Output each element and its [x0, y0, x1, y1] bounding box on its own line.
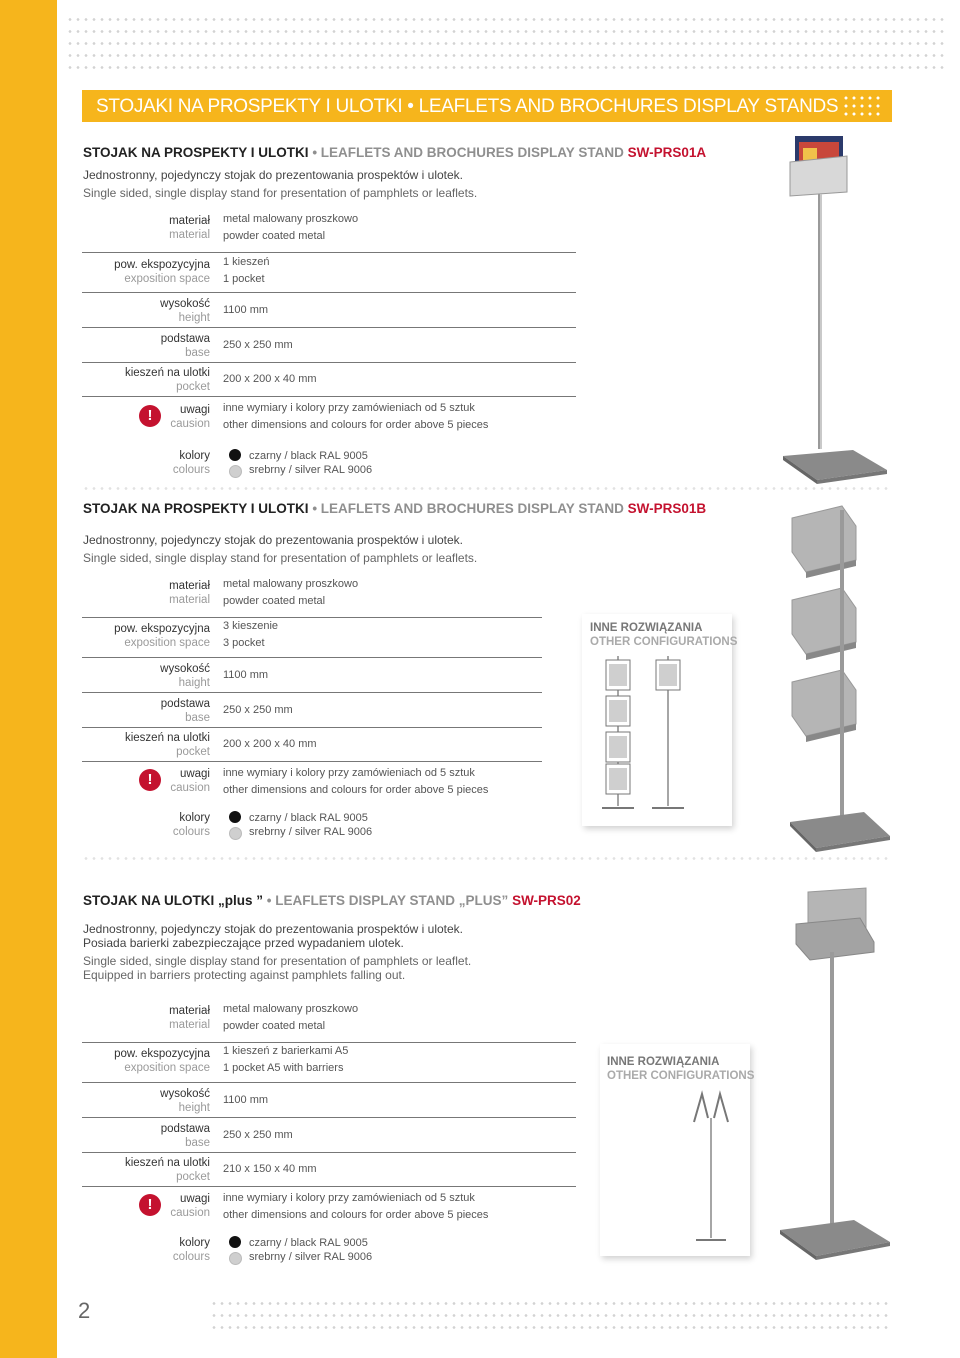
section2-title — [83, 501, 706, 516]
s1-label-pocket: kieszeń na ulotki pocket — [124, 367, 210, 393]
s1-label-height: wysokość height — [160, 298, 210, 324]
silver-swatch-icon — [229, 827, 242, 840]
banner-dots — [842, 94, 884, 118]
section1-desc-en: Single sided, single display stand for presentation of pamphlets or leaflets. — [83, 186, 478, 200]
top-dots-row-2 — [66, 30, 946, 33]
s2-label-exposition: pow. ekspozycyjna exposition space — [114, 623, 210, 649]
section2-title-pl: STOJAK NA PROSPEKTY I ULOTKI — [83, 501, 309, 516]
s3-value-height: 1100 mm — [223, 1094, 269, 1106]
section2-code: SW-PRS01B — [627, 501, 707, 516]
s2-separator — [82, 727, 542, 728]
s1-separator — [82, 327, 576, 328]
s2-label-material: materiał material — [169, 580, 210, 606]
section3-code: SW-PRS02 — [512, 893, 581, 908]
section3-desc-en2: Equipped in barriers protecting against pamphlets falling out. — [83, 968, 406, 982]
banner-title: STOJAKI NA PROSPEKTY I ULOTKI • LEAFLETS AND BROCHURES DISPLAY STANDS — [96, 96, 839, 117]
s3-value-pocket: 210 x 150 x 40 mm — [223, 1163, 317, 1175]
s3-separator — [82, 1152, 576, 1153]
section1-title-en: • LEAFLETS AND BROCHURES DISPLAY STAND — [312, 145, 624, 160]
s3-label-pocket: kieszeń na ulotki pocket — [124, 1157, 210, 1183]
s2-value-causion: inne wymiary i kolory przy zamówieniach od 5 sztuk other dimensions and colours for order above 5 pieces — [223, 767, 489, 796]
black-swatch-icon — [229, 1236, 241, 1248]
s2-label-pocket: kieszeń na ulotki pocket — [124, 732, 210, 758]
silver-swatch-icon — [229, 465, 242, 478]
s1-label-colours: kolory colours — [172, 450, 210, 476]
header-banner — [82, 90, 892, 122]
footer-dots-row-3 — [210, 1326, 890, 1329]
yellow-sidebar — [0, 0, 57, 1358]
s2-separator — [82, 617, 542, 618]
s3-value-base: 250 x 250 mm — [223, 1129, 293, 1141]
section3-desc-en1: Single sided, single display stand for presentation of pamphlets or leaflet. — [83, 954, 472, 968]
silver-swatch-icon — [229, 1252, 242, 1265]
s3-value-exposition: 1 kieszeń z barierkami A5 1 pocket A5 with barriers — [223, 1045, 349, 1074]
s1-separator — [82, 362, 576, 363]
s1-label-base: podstawa base — [160, 333, 210, 359]
s1-separator — [82, 292, 576, 293]
s2-label-height: wysokość haight — [160, 663, 210, 689]
s2-label-base: podstawa base — [160, 698, 210, 724]
s2-value-height: 1100 mm — [223, 669, 269, 681]
s2-other-configurations-drawing — [592, 656, 722, 816]
section3-title — [83, 893, 581, 908]
s1-color-black: czarny / black RAL 9005 — [249, 450, 368, 462]
s3-value-material: metal malowany proszkowo powder coated metal — [223, 1003, 359, 1032]
s2-separator — [82, 692, 542, 693]
section2-desc — [83, 533, 477, 565]
s1-value-exposition: 1 kieszeń 1 pocket — [223, 256, 270, 285]
section3-desc — [83, 922, 471, 982]
section1-code: SW-PRS01A — [627, 145, 707, 160]
s3-separator — [82, 1186, 576, 1187]
s1-value-material: metal malowany proszkowo powder coated metal — [223, 213, 359, 242]
s1-value-pocket: 200 x 200 x 40 mm — [223, 373, 317, 385]
s3-label-exposition: pow. ekspozycyjna exposition space — [114, 1048, 210, 1074]
s1-color-silver: srebrny / silver RAL 9006 — [249, 464, 373, 476]
section2-title-en: • LEAFLETS AND BROCHURES DISPLAY STAND — [312, 501, 624, 516]
s2-color-black: czarny / black RAL 9005 — [249, 812, 368, 824]
top-dots-row-1 — [66, 18, 946, 21]
s3-color-silver: srebrny / silver RAL 9006 — [249, 1251, 373, 1263]
warning-icon: ! — [139, 769, 161, 791]
s3-separator — [82, 1082, 576, 1083]
section-divider — [82, 857, 892, 860]
section1-desc-pl: Jednostronny, pojedynczy stojak do prezentowania prospektów i ulotek. — [83, 168, 463, 182]
s1-label-causion: uwagi causion — [170, 404, 210, 430]
page-number: 2 — [78, 1298, 91, 1323]
s2-separator — [82, 657, 542, 658]
warning-icon: ! — [139, 1194, 161, 1216]
top-dots-row-5 — [66, 66, 946, 69]
s2-label-causion: uwagi causion — [170, 768, 210, 794]
section1-title-pl: STOJAK NA PROSPEKTY I ULOTKI — [83, 145, 309, 160]
footer-dots-row-1 — [210, 1302, 890, 1305]
s3-other-configurations-drawing — [680, 1088, 740, 1248]
s3-label-base: podstawa base — [160, 1123, 210, 1149]
s2-separator — [82, 761, 542, 762]
product-image-sw-prs01a — [735, 134, 895, 492]
s2-color-silver: srebrny / silver RAL 9006 — [249, 826, 373, 838]
s1-separator — [82, 396, 576, 397]
section3-desc-pl1: Jednostronny, pojedynczy stojak do prezentowania prospektów i ulotek. — [83, 922, 463, 936]
s3-label-colours: kolory colours — [172, 1237, 210, 1263]
section2-desc-en: Single sided, single display stand for presentation of pamphlets or leaflets. — [83, 551, 478, 565]
s1-label-material: materiał material — [169, 215, 210, 241]
black-swatch-icon — [229, 449, 241, 461]
s3-label-material: materiał material — [169, 1005, 210, 1031]
section3-desc-pl2: Posiada barierki zabezpieczające przed wypadaniem ulotek. — [83, 936, 404, 950]
s3-color-black: czarny / black RAL 9005 — [249, 1237, 368, 1249]
s3-other-configurations-label: INNE ROZWIĄZANIA OTHER CONFIGURATIONS — [607, 1056, 755, 1082]
product-image-sw-prs02 — [770, 886, 900, 1272]
s1-value-height: 1100 mm — [223, 304, 269, 316]
s1-value-causion: inne wymiary i kolory przy zamówieniach od 5 sztuk other dimensions and colours for order above 5 pieces — [223, 402, 489, 431]
footer-dots-row-2 — [210, 1314, 890, 1317]
warning-icon: ! — [139, 405, 161, 427]
s3-separator — [82, 1117, 576, 1118]
section1-title — [83, 145, 706, 160]
top-dots-row-4 — [66, 54, 946, 57]
s3-label-causion: uwagi causion — [170, 1193, 210, 1219]
s2-value-material: metal malowany proszkowo powder coated metal — [223, 578, 359, 607]
s3-label-height: wysokość height — [160, 1088, 210, 1114]
top-dots-row-3 — [66, 42, 946, 45]
section1-desc — [83, 168, 477, 200]
s2-value-base: 250 x 250 mm — [223, 704, 293, 716]
section3-title-en: • LEAFLETS DISPLAY STAND „PLUS” — [266, 893, 509, 908]
s1-label-exposition: pow. ekspozycyjna exposition space — [114, 259, 210, 285]
s2-other-configurations-label: INNE ROZWIĄZANIA OTHER CONFIGURATIONS — [590, 622, 738, 648]
s3-value-causion: inne wymiary i kolory przy zamówieniach od 5 sztuk other dimensions and colours for order above 5 pieces — [223, 1192, 489, 1221]
section2-desc-pl: Jednostronny, pojedynczy stojak do prezentowania prospektów i ulotek. — [83, 533, 463, 547]
black-swatch-icon — [229, 811, 241, 823]
s2-value-pocket: 200 x 200 x 40 mm — [223, 738, 317, 750]
s1-separator — [82, 252, 576, 253]
product-image-sw-prs01b — [770, 490, 900, 865]
s2-value-exposition: 3 kieszenie 3 pocket — [223, 620, 279, 649]
s2-label-colours: kolory colours — [172, 812, 210, 838]
s1-value-base: 250 x 250 mm — [223, 339, 293, 351]
section3-title-pl: STOJAK NA ULOTKI „plus ” — [83, 893, 264, 908]
